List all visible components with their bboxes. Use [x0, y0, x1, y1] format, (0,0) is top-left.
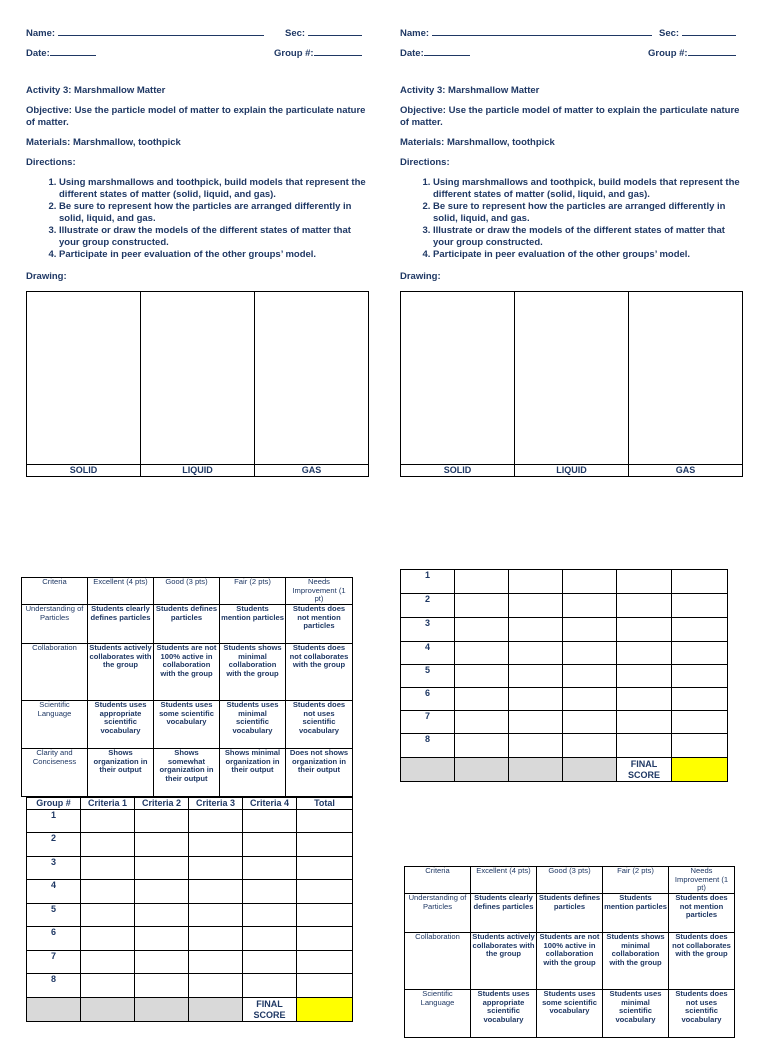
- score-cell[interactable]: [455, 734, 509, 758]
- rubric-cell: Students uses minimal scientific vocabulary: [603, 990, 669, 1038]
- objective: Objective: Use the particle model of matter to explain the particulate nature of matter.: [26, 105, 366, 128]
- score-cell[interactable]: [617, 594, 672, 618]
- drawing-area-liquid[interactable]: [140, 292, 254, 476]
- direction-item: 4. Participate in peer evaluation of the other groups’ model.: [59, 249, 369, 261]
- materials: Materials: Marshmallow, toothpick: [26, 137, 181, 148]
- rubric-cell: Students defines particles: [537, 894, 603, 933]
- direction-item: 2. Be sure to represent how the particles are arranged differently in solid, liquid, and gas.: [433, 201, 743, 225]
- date-field[interactable]: [424, 46, 470, 56]
- score-cell[interactable]: [455, 642, 509, 665]
- drawing-area-liquid[interactable]: [514, 292, 628, 476]
- rubric-header: Criteria: [22, 578, 88, 605]
- score-cell[interactable]: [563, 688, 617, 711]
- score-cell[interactable]: [563, 665, 617, 688]
- score-cell[interactable]: [135, 951, 189, 974]
- rubric-cell: Shows minimal organization in their output: [220, 749, 286, 797]
- rubric-cell: Students shows minimal collaboration with the group: [603, 933, 669, 990]
- state-label: LIQUID: [515, 464, 628, 476]
- gray-cell: [81, 998, 135, 1022]
- rubric-cell: Students actively collaborates with the group: [88, 644, 154, 701]
- score-cell[interactable]: [81, 833, 135, 857]
- state-label: GAS: [255, 464, 368, 476]
- score-cell[interactable]: [81, 857, 135, 880]
- score-cell[interactable]: [297, 833, 353, 857]
- final-score-label: FINAL SCORE: [243, 998, 297, 1022]
- sec-row: [659, 26, 736, 39]
- gray-cell: [563, 758, 617, 782]
- gray-cell: [135, 998, 189, 1022]
- score-cell[interactable]: [563, 570, 617, 594]
- rubric-header: Fair (2 pts): [603, 867, 669, 894]
- score-cell[interactable]: [243, 857, 297, 880]
- score-cell[interactable]: [243, 810, 297, 833]
- score-cell[interactable]: [509, 594, 563, 618]
- score-cell[interactable]: [243, 927, 297, 951]
- state-label: LIQUID: [141, 464, 254, 476]
- group-number: 4: [27, 880, 81, 904]
- rubric-header: Excellent (4 pts): [471, 867, 537, 894]
- score-cell[interactable]: [563, 618, 617, 642]
- score-cell[interactable]: [297, 974, 353, 998]
- score-cell[interactable]: [135, 974, 189, 998]
- rubric-cell: Students does not mention particles: [286, 605, 353, 644]
- score-cell[interactable]: [297, 927, 353, 951]
- rubric-cell: Shows somewhat organization in their output: [154, 749, 220, 797]
- sec-label: Sec:: [285, 28, 306, 39]
- score-cell[interactable]: [455, 570, 509, 594]
- group-number: 8: [27, 974, 81, 998]
- score-cell[interactable]: [189, 857, 243, 880]
- score-cell[interactable]: [509, 618, 563, 642]
- rubric-cell: Collaboration: [405, 933, 471, 990]
- score-cell[interactable]: [672, 618, 728, 642]
- rubric-cell: Does not shows organization in their output: [286, 749, 353, 797]
- group-number: 3: [401, 618, 455, 642]
- name-row: [400, 26, 652, 39]
- state-label: SOLID: [401, 464, 514, 476]
- group-label: Group #:: [648, 48, 688, 59]
- score-cell[interactable]: [509, 665, 563, 688]
- group-number: 1: [401, 570, 455, 594]
- score-cell[interactable]: [135, 833, 189, 857]
- group-number: 5: [27, 904, 81, 927]
- sec-label: Sec:: [659, 28, 680, 39]
- rubric-table: [404, 866, 735, 1038]
- rubric-cell: Students are not 100% active in collaboration with the group: [537, 933, 603, 990]
- score-cell[interactable]: [297, 904, 353, 927]
- state-label: GAS: [629, 464, 742, 476]
- group-row: [648, 46, 736, 59]
- group-number: 4: [401, 642, 455, 665]
- rubric-header: Good (3 pts): [154, 578, 220, 605]
- rubric-cell: Students uses appropriate scientific vocabulary: [88, 701, 154, 749]
- group-field[interactable]: [688, 46, 736, 56]
- score-cell[interactable]: [455, 594, 509, 618]
- score-cell[interactable]: [617, 665, 672, 688]
- rubric-cell: Students uses some scientific vocabulary: [154, 701, 220, 749]
- score-cell[interactable]: [617, 734, 672, 758]
- rubric-cell: Students clearly defines particles: [471, 894, 537, 933]
- score-cell[interactable]: [297, 857, 353, 880]
- group-number: 2: [401, 594, 455, 618]
- rubric-cell: Students does not uses scientific vocabulary: [669, 990, 735, 1038]
- group-number: 5: [401, 665, 455, 688]
- rubric-cell: Students uses some scientific vocabulary: [537, 990, 603, 1038]
- score-cell[interactable]: [243, 833, 297, 857]
- direction-item: 3. Illustrate or draw the models of the different states of matter that your group constructed.: [433, 225, 743, 249]
- rubric-cell: Students uses minimal scientific vocabulary: [220, 701, 286, 749]
- drawing-box[interactable]: [400, 291, 743, 477]
- score-header: Total: [297, 798, 353, 810]
- score-cell[interactable]: [81, 951, 135, 974]
- materials: Materials: Marshmallow, toothpick: [400, 137, 555, 148]
- rubric-cell: Understanding of Particles: [22, 605, 88, 644]
- score-cell[interactable]: [672, 642, 728, 665]
- direction-item: 1. Using marshmallows and toothpick, build models that represent the different states of matter (solid, liquid, and gas).: [59, 177, 369, 201]
- score-cell[interactable]: [672, 734, 728, 758]
- directions-list: [400, 177, 743, 261]
- date-row: [400, 46, 470, 59]
- group-number: 6: [27, 927, 81, 951]
- name-row: [26, 26, 264, 39]
- score-cell[interactable]: [135, 904, 189, 927]
- group-number: 7: [27, 951, 81, 974]
- score-cell[interactable]: [297, 951, 353, 974]
- state-label: SOLID: [27, 464, 140, 476]
- objective: Objective: Use the particle model of matter to explain the particulate nature of matter.: [400, 105, 740, 128]
- rubric-header: Criteria: [405, 867, 471, 894]
- score-header: Criteria 3: [189, 798, 243, 810]
- score-cell[interactable]: [189, 880, 243, 904]
- rubric-cell: Scientific Language: [22, 701, 88, 749]
- rubric-header: Needs Improvement (1 pt): [286, 578, 353, 605]
- final-score-cell[interactable]: [672, 758, 728, 782]
- date-row: [26, 46, 96, 59]
- score-cell[interactable]: [189, 951, 243, 974]
- rubric-cell: Students actively collaborates with the group: [471, 933, 537, 990]
- drawing-area-gas[interactable]: [254, 292, 368, 476]
- gray-cell: [401, 758, 455, 782]
- rubric-cell: Collaboration: [22, 644, 88, 701]
- score-header: Criteria 1: [81, 798, 135, 810]
- gray-cell: [189, 998, 243, 1022]
- gray-cell: [455, 758, 509, 782]
- score-cell[interactable]: [617, 688, 672, 711]
- direction-item: 2. Be sure to represent how the particles are arranged differently in solid, liquid, and gas.: [59, 201, 369, 225]
- group-number: 7: [401, 711, 455, 734]
- score-cell[interactable]: [509, 734, 563, 758]
- name-label: Name:: [400, 28, 430, 39]
- score-cell[interactable]: [189, 810, 243, 833]
- directions-label: Directions:: [26, 157, 76, 168]
- score-cell[interactable]: [189, 904, 243, 927]
- score-cell[interactable]: [135, 857, 189, 880]
- sec-field[interactable]: [682, 26, 736, 36]
- score-header: Group #: [27, 798, 81, 810]
- rubric-header: Good (3 pts): [537, 867, 603, 894]
- score-table: [400, 569, 728, 782]
- rubric-header: Fair (2 pts): [220, 578, 286, 605]
- score-cell[interactable]: [243, 974, 297, 998]
- rubric-cell: Understanding of Particles: [405, 894, 471, 933]
- name-field[interactable]: [432, 26, 652, 36]
- score-cell[interactable]: [81, 974, 135, 998]
- score-cell[interactable]: [297, 810, 353, 833]
- score-table: [26, 797, 353, 1022]
- score-cell[interactable]: [455, 711, 509, 734]
- name-label: Name:: [26, 28, 56, 39]
- rubric-cell: Students shows minimal collaboration with the group: [220, 644, 286, 701]
- score-cell[interactable]: [189, 974, 243, 998]
- score-cell[interactable]: [297, 880, 353, 904]
- score-cell[interactable]: [81, 810, 135, 833]
- group-label: Group #:: [274, 48, 314, 59]
- drawing-area-gas[interactable]: [628, 292, 742, 476]
- rubric-cell: Shows organization in their output: [88, 749, 154, 797]
- rubric-cell: Students are not 100% active in collaboration with the group: [154, 644, 220, 701]
- directions-list: [26, 177, 369, 261]
- group-number: 1: [27, 810, 81, 833]
- group-number: 2: [27, 833, 81, 857]
- rubric-table: [21, 577, 353, 797]
- score-cell[interactable]: [189, 833, 243, 857]
- score-cell[interactable]: [672, 570, 728, 594]
- rubric-cell: Students mention particles: [220, 605, 286, 644]
- score-cell[interactable]: [617, 642, 672, 665]
- sec-row: [285, 26, 362, 39]
- activity-title: Activity 3: Marshmallow Matter: [400, 85, 540, 96]
- score-cell[interactable]: [81, 880, 135, 904]
- score-cell[interactable]: [243, 951, 297, 974]
- score-cell[interactable]: [81, 904, 135, 927]
- score-cell[interactable]: [509, 570, 563, 594]
- score-cell[interactable]: [617, 711, 672, 734]
- sec-field[interactable]: [308, 26, 362, 36]
- score-cell[interactable]: [563, 594, 617, 618]
- direction-item: 3. Illustrate or draw the models of the different states of matter that your group constructed.: [59, 225, 369, 249]
- score-cell[interactable]: [455, 688, 509, 711]
- score-cell[interactable]: [243, 904, 297, 927]
- rubric-header: Excellent (4 pts): [88, 578, 154, 605]
- score-cell[interactable]: [672, 594, 728, 618]
- gray-cell: [27, 998, 81, 1022]
- date-label: Date:: [400, 48, 424, 59]
- score-cell[interactable]: [135, 927, 189, 951]
- score-cell[interactable]: [563, 734, 617, 758]
- directions-label: Directions:: [400, 157, 450, 168]
- rubric-cell: Students does not collaborates with the group: [286, 644, 353, 701]
- rubric-cell: Students clearly defines particles: [88, 605, 154, 644]
- rubric-cell: Students uses appropriate scientific vocabulary: [471, 990, 537, 1038]
- score-cell[interactable]: [563, 711, 617, 734]
- drawing-label: Drawing:: [400, 271, 441, 282]
- rubric-cell: Students mention particles: [603, 894, 669, 933]
- group-number: 8: [401, 734, 455, 758]
- score-header: Criteria 4: [243, 798, 297, 810]
- score-header: Criteria 2: [135, 798, 189, 810]
- score-cell[interactable]: [509, 642, 563, 665]
- rubric-cell: Scientific Language: [405, 990, 471, 1038]
- score-cell[interactable]: [455, 618, 509, 642]
- date-label: Date:: [26, 48, 50, 59]
- rubric-header: Needs Improvement (1 pt): [669, 867, 735, 894]
- group-number: 3: [27, 857, 81, 880]
- final-score-label: FINAL SCORE: [617, 758, 672, 782]
- score-cell[interactable]: [617, 570, 672, 594]
- rubric-cell: Students defines particles: [154, 605, 220, 644]
- rubric-cell: Students does not collaborates with the group: [669, 933, 735, 990]
- rubric-cell: Students does not mention particles: [669, 894, 735, 933]
- score-cell[interactable]: [455, 665, 509, 688]
- score-cell[interactable]: [672, 711, 728, 734]
- activity-title: Activity 3: Marshmallow Matter: [26, 85, 166, 96]
- drawing-label: Drawing:: [26, 271, 67, 282]
- score-cell[interactable]: [135, 810, 189, 833]
- score-cell[interactable]: [617, 618, 672, 642]
- score-cell[interactable]: [243, 880, 297, 904]
- direction-item: 1. Using marshmallows and toothpick, build models that represent the different states of matter (solid, liquid, and gas).: [433, 177, 743, 201]
- score-cell[interactable]: [563, 642, 617, 665]
- score-cell[interactable]: [509, 688, 563, 711]
- score-cell[interactable]: [81, 927, 135, 951]
- gray-cell: [509, 758, 563, 782]
- group-field[interactable]: [314, 46, 362, 56]
- date-field[interactable]: [50, 46, 96, 56]
- direction-item: 4. Participate in peer evaluation of the other groups’ model.: [433, 249, 743, 261]
- group-row: [274, 46, 362, 59]
- drawing-area-solid[interactable]: [401, 292, 514, 476]
- score-cell[interactable]: [672, 688, 728, 711]
- score-cell[interactable]: [509, 711, 563, 734]
- score-cell[interactable]: [672, 665, 728, 688]
- rubric-cell: Clarity and Conciseness: [22, 749, 88, 797]
- final-score-cell[interactable]: [297, 998, 353, 1022]
- drawing-box[interactable]: [26, 291, 369, 477]
- group-number: 6: [401, 688, 455, 711]
- rubric-cell: Students does not uses scientific vocabulary: [286, 701, 353, 749]
- drawing-area-solid[interactable]: [27, 292, 140, 476]
- name-field[interactable]: [58, 26, 264, 36]
- score-cell[interactable]: [189, 927, 243, 951]
- score-cell[interactable]: [135, 880, 189, 904]
